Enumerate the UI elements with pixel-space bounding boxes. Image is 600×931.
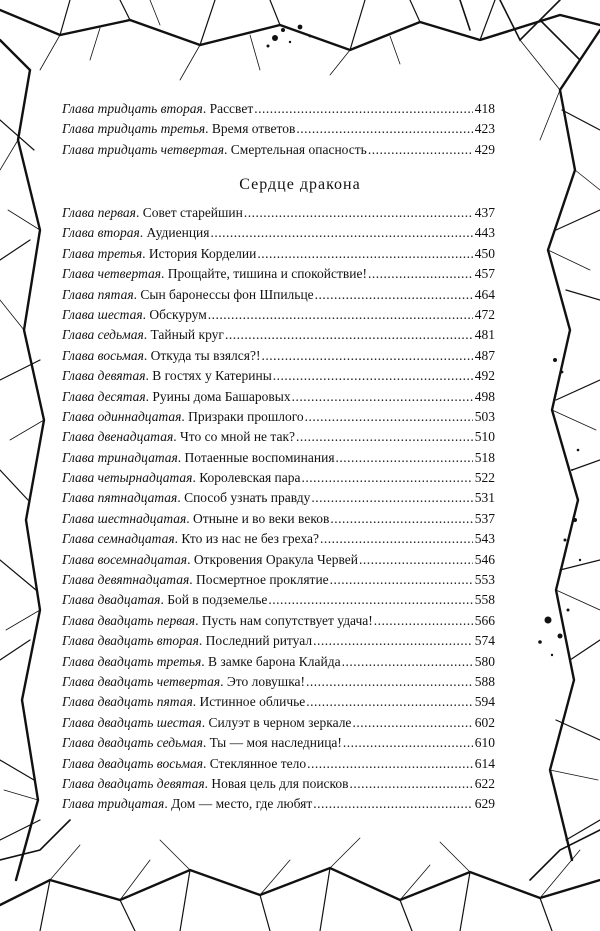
chapter-label: Глава двадцатая — [62, 592, 161, 608]
toc-entry: Глава тринадцатая . Потаенные воспоминания ..... 518 — [62, 448, 495, 468]
page-number: 492 — [474, 368, 495, 384]
dot-leader — [208, 305, 473, 325]
toc-entry: Глава первая . Совет старейшин ..... 437 — [62, 203, 495, 223]
chapter-title: Последний ритуал — [205, 633, 313, 649]
page-number: 498 — [474, 388, 495, 404]
page-number: 429 — [474, 141, 495, 157]
chapter-title: Откуда ты взялся?! — [150, 347, 261, 363]
chapter-title: Королевская пара — [199, 470, 301, 486]
toc-entry: Глава шестая . Обскурум ..... 472 — [62, 305, 495, 325]
toc-entry: Глава пятая . Сын баронессы фон Шпильце ..... 464 — [62, 285, 495, 305]
toc-entry: Глава седьмая . Тайный круг ..... 481 — [62, 325, 495, 345]
chapter-label: Глава тридцать третья — [62, 121, 206, 137]
dot-leader — [374, 611, 473, 631]
toc-entry: Глава пятнадцатая . Способ узнать правду ..... 531 — [62, 488, 495, 508]
dot-leader — [350, 774, 473, 794]
page-number: 558 — [474, 592, 495, 608]
dot-leader — [313, 794, 473, 814]
chapter-title: Руины дома Башаровых — [152, 388, 291, 404]
dot-leader — [296, 119, 472, 139]
chapter-label: Глава двенадцатая — [62, 429, 174, 445]
chapter-label: Глава двадцать седьмая — [62, 735, 203, 751]
page-number: 510 — [474, 429, 495, 445]
chapter-title: Совет старейшин — [142, 205, 243, 220]
dot-leader — [306, 692, 472, 712]
toc-section — [62, 203, 495, 815]
chapter-title: Силуэт в черном зеркале — [208, 714, 352, 730]
page-number: 622 — [474, 775, 495, 791]
toc-entry: Глава двенадцатая . Что со мной не так? ..... 510 — [62, 427, 495, 447]
toc-entry: Глава девятнадцатая . Посмертное проклятие ..... 553 — [62, 570, 495, 590]
toc-entry: Глава двадцать шестая . Силуэт в черном зеркале ..... 602 — [62, 713, 495, 733]
dot-leader — [268, 590, 472, 610]
chapter-label: Глава шестая — [62, 306, 143, 322]
toc-entry: Глава восемнадцатая . Откровения Оракула Червей ..... 546 — [62, 550, 495, 570]
chapter-title: В гостях у Катерины — [152, 368, 272, 384]
dot-leader — [359, 550, 473, 570]
page-number: 423 — [474, 121, 495, 137]
dot-leader — [311, 488, 472, 508]
toc-entry: Глава шестнадцатая . Отныне и во веки веков ..... 537 — [62, 509, 495, 529]
dot-leader — [261, 346, 472, 366]
chapter-title: Призраки прошлого — [188, 408, 304, 424]
dot-leader — [336, 448, 473, 468]
toc-entry: Глава двадцать четвертая . Это ловушка! ..... 588 — [62, 672, 495, 692]
page-number: 602 — [474, 714, 495, 730]
dot-leader — [320, 529, 473, 549]
chapter-title: Смертельная опасность — [230, 141, 367, 157]
chapter-title: Потаенные воспоминания — [184, 449, 335, 465]
page-number: 437 — [474, 205, 495, 220]
toc-entry: Глава вторая . Аудиенция ..... 443 — [62, 223, 495, 243]
chapter-label: Глава седьмая — [62, 327, 144, 343]
chapter-label: Глава шестнадцатая — [62, 510, 187, 526]
toc-entry: Глава восьмая . Откуда ты взялся?! ..... 487 — [62, 346, 495, 366]
chapter-label: Глава восьмая — [62, 347, 144, 363]
toc-entry: Глава двадцатая . Бой в подземелье ..... 558 — [62, 590, 495, 610]
dot-leader — [257, 244, 472, 264]
chapter-label: Глава тринадцатая — [62, 449, 178, 465]
chapter-label: Глава двадцать пятая — [62, 694, 193, 710]
chapter-title: Кто из нас не без греха? — [181, 531, 320, 547]
dot-leader — [342, 652, 473, 672]
chapter-label: Глава двадцать шестая — [62, 714, 202, 730]
dot-leader — [211, 223, 473, 243]
chapter-title: Пусть нам сопутствует удача! — [201, 612, 373, 628]
page-number: 522 — [474, 470, 495, 486]
toc-entry: Глава двадцать седьмая . Ты — моя наследница! ..... 610 — [62, 733, 495, 753]
page-number: 543 — [474, 531, 495, 547]
chapter-title: Стеклянное тело — [209, 755, 307, 771]
page-number: 487 — [474, 347, 495, 363]
dot-leader — [225, 325, 473, 345]
page-number: 574 — [474, 633, 495, 649]
dot-leader — [296, 427, 473, 447]
chapter-title: Что со мной не так? — [179, 429, 296, 445]
chapter-title: Обскурум — [149, 306, 207, 322]
toc-entry: Глава тридцать третья . Время ответов ..... 423 — [62, 119, 495, 139]
page-number: 566 — [474, 612, 495, 628]
page-number: 464 — [474, 286, 495, 302]
toc-entry: Глава третья . История Корделии ..... 450 — [62, 244, 495, 264]
toc-entry: Глава тридцать вторая . Рассвет ..... 418 — [62, 99, 495, 119]
chapter-title: Откровения Оракула Червей — [193, 551, 358, 567]
page-number: 450 — [474, 245, 495, 261]
chapter-title: Дом — место, где любят — [171, 796, 313, 812]
chapter-title: Тайный круг — [150, 327, 224, 343]
chapter-title: Аудиенция — [146, 225, 210, 241]
dot-leader — [330, 509, 472, 529]
chapter-title: Способ узнать правду — [184, 490, 311, 506]
chapter-label: Глава четырнадцатая — [62, 470, 193, 486]
page-number: 418 — [474, 101, 495, 116]
chapter-label: Глава пятнадцатая — [62, 490, 178, 506]
chapter-label: Глава девятая — [62, 368, 146, 384]
chapter-label: Глава семнадцатая — [62, 531, 175, 547]
page-number: 457 — [474, 266, 495, 282]
toc-entry: Глава двадцать пятая . Истинное обличье ..... 594 — [62, 692, 495, 712]
toc-previous-part — [62, 99, 495, 160]
page-number: 537 — [474, 510, 495, 526]
toc-entry: Глава десятая . Руины дома Башаровых ..... 498 — [62, 387, 495, 407]
dot-leader — [244, 203, 473, 223]
toc-entry: Глава тридцать четвертая . Смертельная опасность ..... 429 — [62, 140, 495, 160]
dot-leader — [305, 407, 473, 427]
chapter-title: Истинное обличье — [199, 694, 306, 710]
page-number: 594 — [474, 694, 495, 710]
chapter-label: Глава первая — [62, 205, 136, 220]
page-number: 546 — [474, 551, 495, 567]
chapter-label: Глава четвертая — [62, 266, 162, 282]
dot-leader — [368, 264, 473, 284]
chapter-label: Глава двадцать четвертая — [62, 673, 221, 689]
chapter-label: Глава двадцать первая — [62, 612, 196, 628]
chapter-label: Глава двадцать вторая — [62, 633, 199, 649]
dot-leader — [352, 713, 472, 733]
chapter-label: Глава десятая — [62, 388, 146, 404]
chapter-title: Это ловушка! — [226, 673, 306, 689]
dot-leader — [302, 468, 473, 488]
page-number: 443 — [474, 225, 495, 241]
toc-entry: Глава тридцатая . Дом — место, где любят ..... 629 — [62, 794, 495, 814]
page-number: 580 — [474, 653, 495, 669]
toc-entry: Глава двадцать девятая . Новая цель для поисков ..... 622 — [62, 774, 495, 794]
chapter-title: В замке барона Клайда — [208, 653, 341, 669]
chapter-title: Время ответов — [211, 121, 296, 137]
chapter-label: Глава третья — [62, 245, 143, 261]
chapter-label: Глава тридцать четвертая — [62, 141, 225, 157]
page-number: 481 — [474, 327, 495, 343]
toc-entry: Глава четырнадцатая . Королевская пара ..... 522 — [62, 468, 495, 488]
chapter-label: Глава вторая — [62, 225, 140, 241]
page-number: 553 — [474, 572, 495, 588]
page-number: 629 — [474, 796, 495, 812]
toc-entry: Глава двадцать третья . В замке барона Клайда ..... 580 — [62, 652, 495, 672]
chapter-label: Глава двадцать восьмая — [62, 755, 203, 771]
dot-leader — [315, 285, 473, 305]
chapter-title: Рассвет — [209, 101, 254, 116]
toc-entry: Глава одиннадцатая . Призраки прошлого ..... 503 — [62, 407, 495, 427]
toc-entry: Глава двадцать восьмая . Стеклянное тело ..... 614 — [62, 754, 495, 774]
dot-leader — [254, 99, 473, 119]
dot-leader — [330, 570, 473, 590]
chapter-label: Глава восемнадцатая — [62, 551, 188, 567]
page-number: 503 — [474, 408, 495, 424]
chapter-title: Отныне и во веки веков — [193, 510, 330, 526]
dot-leader — [306, 672, 473, 692]
chapter-label: Глава двадцать третья — [62, 653, 202, 669]
page-number: 531 — [474, 490, 495, 506]
toc-entry: Глава четвертая . Прощайте, тишина и спокойствие! ..... 457 — [62, 264, 495, 284]
chapter-title: Прощайте, тишина и спокойствие! — [167, 266, 368, 282]
chapter-label: Глава тридцать вторая — [62, 101, 203, 116]
page-number: 610 — [474, 735, 495, 751]
toc-entry: Глава семнадцатая . Кто из нас не без греха? ..... 543 — [62, 529, 495, 549]
chapter-label: Глава пятая — [62, 286, 134, 302]
page-number: 518 — [474, 449, 495, 465]
chapter-label: Глава девятнадцатая — [62, 572, 190, 588]
toc-entry: Глава двадцать вторая . Последний ритуал ..... 574 — [62, 631, 495, 651]
chapter-title: Бой в подземелье — [167, 592, 268, 608]
section-title: Сердце дракона — [239, 176, 361, 193]
dot-leader — [307, 754, 473, 774]
toc-entry: Глава двадцать первая . Пусть нам сопутствует удача! ..... 566 — [62, 611, 495, 631]
dot-leader — [313, 631, 473, 651]
chapter-label: Глава одиннадцатая — [62, 408, 182, 424]
chapter-title: Ты — моя наследница! — [209, 735, 342, 751]
dot-leader — [292, 387, 473, 407]
page-number: 614 — [474, 755, 495, 771]
page-number: 588 — [474, 673, 495, 689]
chapter-title: История Корделии — [148, 245, 257, 261]
chapter-title: Посмертное проклятие — [195, 572, 329, 588]
toc-entry: Глава девятая . В гостях у Катерины ..... 492 — [62, 366, 495, 386]
chapter-title: Сын баронессы фон Шпильце — [140, 286, 314, 302]
page-number: 472 — [474, 306, 495, 322]
dot-leader — [343, 733, 473, 753]
chapter-title: Новая цель для поисков — [211, 775, 349, 791]
dot-leader — [273, 366, 473, 386]
dot-leader — [368, 140, 473, 160]
chapter-label: Глава тридцатая — [62, 796, 165, 812]
chapter-label: Глава двадцать девятая — [62, 775, 205, 791]
